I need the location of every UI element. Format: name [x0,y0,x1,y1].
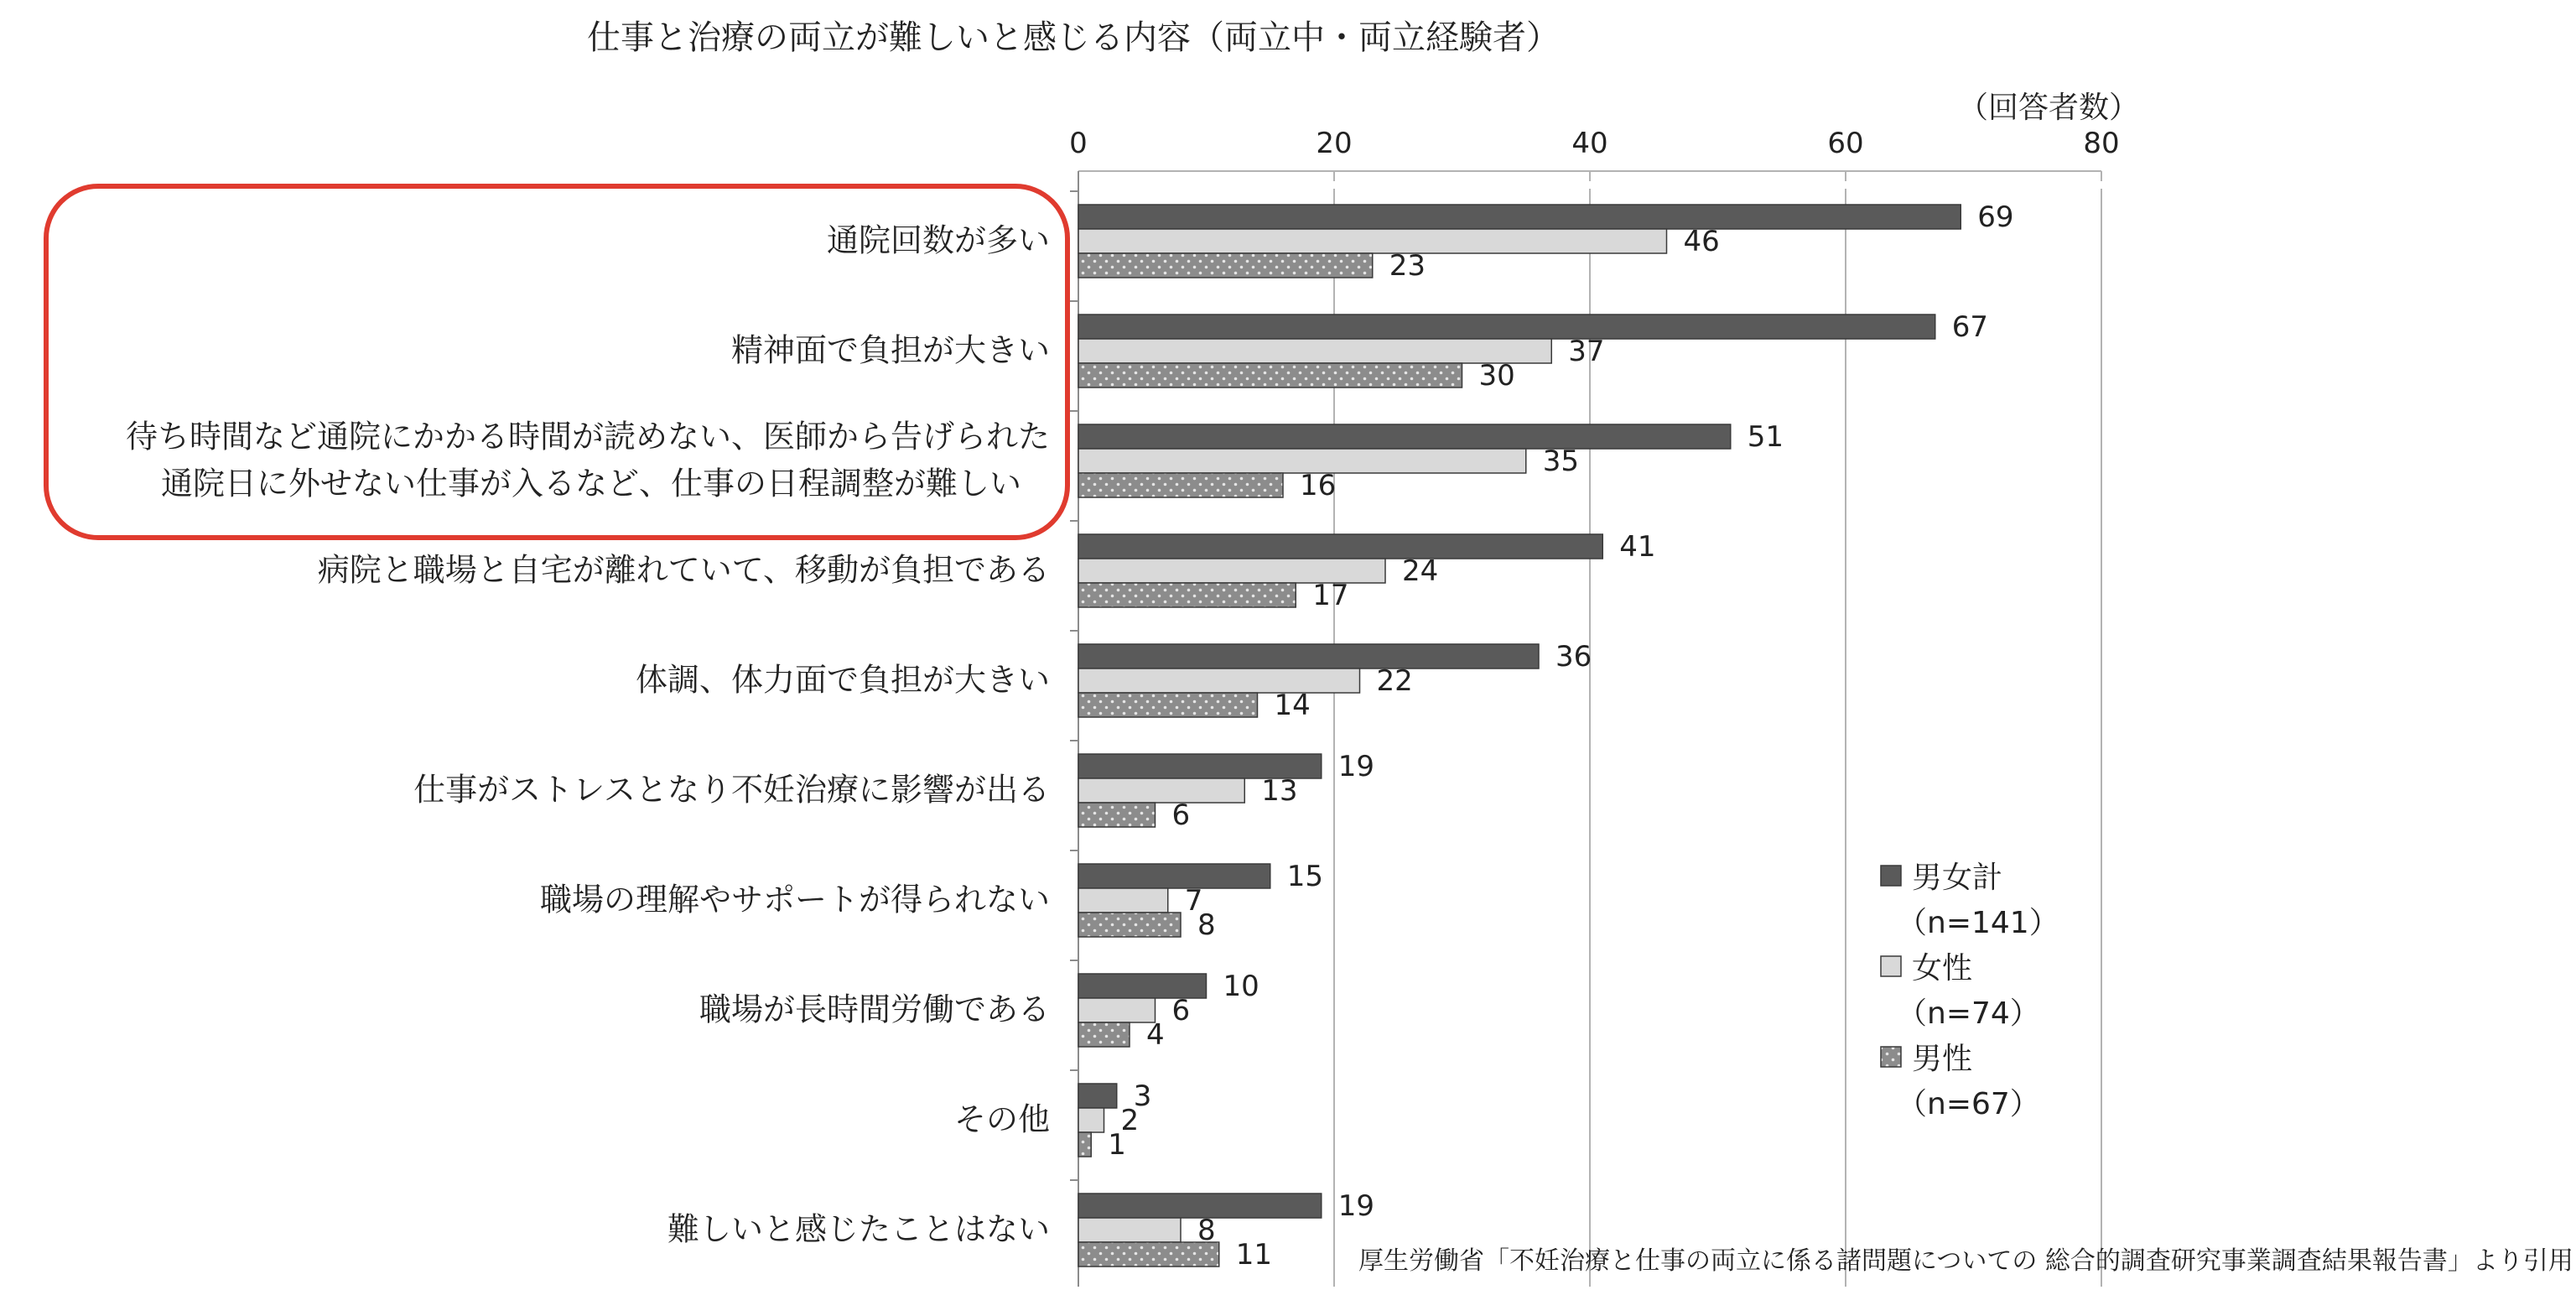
bar-3-2 [1078,583,1296,607]
chart-title: 仕事と治療の両立が難しいと感じる内容（両立中・両立経験者） [587,18,1560,57]
value-label-4-0: 36 [1555,640,1592,674]
value-label-3-2: 17 [1312,579,1349,612]
bar-5-1 [1078,778,1244,803]
value-label-7-1: 6 [1171,994,1191,1027]
category-label-4: 体調、体力面で負担が大きい [635,661,1050,699]
legend-label-2: 男性 [1912,1042,1973,1076]
legend-label-0: 男女計 [1912,861,2003,895]
category-label-0: 通院回数が多い [826,221,1050,259]
bar-8-2 [1078,1132,1091,1157]
category-label-2-line1: 待ち時間など通院にかかる時間が読めない、医師から告げられた [125,418,1050,455]
value-label-5-1: 13 [1261,774,1298,808]
value-label-4-1: 22 [1376,664,1413,698]
value-label-5-2: 6 [1171,798,1191,832]
legend-swatch-2 [1881,1047,1901,1067]
bar-2-0 [1078,424,1731,449]
x-tick-label-20: 20 [1316,127,1353,160]
value-label-5-0: 19 [1337,750,1375,783]
bar-9-1 [1078,1218,1181,1242]
bar-6-2 [1078,913,1181,937]
source-note: 厚生労働省「不妊治療と仕事の両立に係る諸問題についての 総合的調査研究事業調査結果報告書」より引用 [1358,1246,2573,1276]
value-label-8-0: 3 [1133,1079,1152,1113]
value-label-9-0: 19 [1337,1189,1375,1223]
category-label-5: 仕事がストレスとなり不妊治療に影響が出る [413,771,1050,809]
bar-7-2 [1078,1022,1130,1047]
category-label-2-line2: 通院日に外せない仕事が入るなど、仕事の日程調整が難しい [160,465,1021,502]
legend-swatch-0 [1881,866,1901,886]
category-label-9: 難しいと感じたことはない [667,1210,1050,1248]
value-label-1-2: 30 [1478,359,1515,393]
value-label-0-1: 46 [1683,225,1720,258]
legend-note-2: （n=67） [1897,1087,2040,1121]
value-label-1-1: 37 [1568,335,1605,368]
legend-note-0: （n=141） [1897,906,2059,940]
bar-3-0 [1078,534,1602,559]
category-label-7: 職場が長時間労働である [699,991,1050,1028]
value-label-9-1: 8 [1197,1214,1216,1247]
category-labels [126,222,1050,1248]
x-tick-label-40: 40 [1571,127,1608,160]
x-tick-label-80: 80 [2083,127,2120,160]
value-label-2-2: 16 [1300,469,1337,502]
category-label-8: その他 [953,1100,1050,1138]
bar-0-2 [1078,253,1373,278]
bars [1078,205,1961,1267]
bar-0-0 [1078,205,1961,229]
value-label-3-0: 41 [1619,530,1656,564]
value-label-6-1: 7 [1184,884,1203,918]
bar-1-2 [1078,363,1462,388]
value-label-7-0: 10 [1223,970,1259,1003]
value-label-8-1: 2 [1120,1104,1140,1137]
legend-note-1: （n=74） [1897,996,2040,1031]
bar-4-2 [1078,693,1258,717]
value-label-2-0: 51 [1747,420,1784,454]
bar-0-1 [1078,229,1667,253]
bar-2-2 [1078,473,1283,497]
bar-4-0 [1078,644,1539,668]
bar-8-1 [1078,1108,1104,1132]
value-label-0-2: 23 [1389,249,1426,283]
value-label-7-2: 4 [1146,1018,1165,1052]
value-label-2-1: 35 [1542,445,1580,478]
bar-8-0 [1078,1084,1117,1108]
bar-6-0 [1078,864,1270,888]
value-label-4-2: 14 [1274,689,1311,722]
bar-1-0 [1078,315,1935,339]
value-label-1-0: 67 [1951,310,1989,344]
x-tick-label-60: 60 [1827,127,1864,160]
bar-7-1 [1078,998,1156,1022]
unit-label: （回答者数） [1958,91,2140,125]
value-label-6-0: 15 [1286,860,1324,893]
legend-swatch-1 [1881,956,1901,976]
category-label-6: 職場の理解やサポートが得られない [539,881,1050,918]
bar-6-1 [1078,888,1168,913]
value-label-9-2: 11 [1235,1238,1273,1272]
x-tick-label-0: 0 [1069,127,1088,160]
legend [1881,861,2059,1121]
value-label-0-0: 69 [1977,200,2014,234]
value-label-8-2: 1 [1108,1128,1126,1162]
bar-5-2 [1078,803,1156,827]
category-label-1: 精神面で負担が大きい [730,331,1050,369]
category-label-3: 病院と職場と自宅が離れていて、移動が負担である [317,551,1050,589]
bar-4-1 [1078,668,1360,693]
legend-label-1: 女性 [1912,951,1973,986]
value-label-6-2: 8 [1197,908,1216,942]
value-label-3-1: 24 [1402,554,1439,588]
